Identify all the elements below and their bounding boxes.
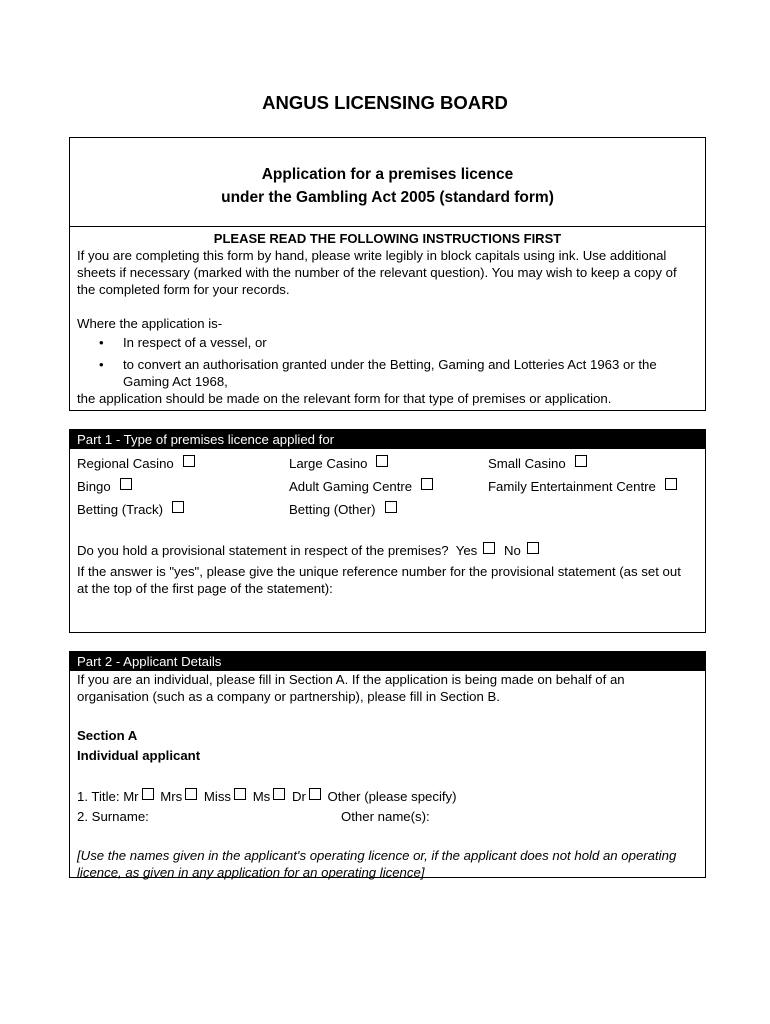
form-subtitle (70, 138, 705, 227)
family-entertainment-centre-checkbox[interactable] (665, 478, 677, 490)
option-family-entertainment-centre (488, 478, 677, 495)
option-small-casino (488, 455, 587, 472)
yes-label: Yes (455, 543, 478, 558)
regional-casino-checkbox[interactable] (183, 455, 195, 467)
small-casino-checkbox[interactable] (575, 455, 587, 467)
part1-section (69, 429, 706, 633)
option-label: Bingo (77, 479, 111, 494)
title-miss-checkbox[interactable] (234, 788, 246, 800)
part2-section (69, 651, 706, 878)
adult-gaming-centre-checkbox[interactable] (421, 478, 433, 490)
option-label: Family Entertainment Centre (488, 479, 656, 494)
title-row (77, 788, 457, 805)
large-casino-checkbox[interactable] (376, 455, 388, 467)
no-checkbox[interactable] (527, 542, 539, 554)
subtitle-line-1: Application for a premises licence (261, 166, 514, 183)
surname-label: 2. Surname: (77, 809, 149, 824)
provisional-question: Do you hold a provisional statement in respect of the premises? (77, 543, 449, 558)
option-large-casino (289, 455, 388, 472)
betting-track-checkbox[interactable] (172, 501, 184, 513)
title-mrs-checkbox[interactable] (185, 788, 197, 800)
title-miss-label: Miss (203, 789, 232, 804)
option-label: Regional Casino (77, 456, 174, 471)
title-other-label: Other (please specify) (327, 789, 457, 804)
yes-checkbox[interactable] (483, 542, 495, 554)
application-intro: Where the application is- (77, 316, 223, 331)
title-mr-label: Mr (123, 789, 139, 804)
option-label: Betting (Track) (77, 502, 163, 517)
title-ms-label: Ms (252, 789, 271, 804)
option-betting-track (77, 501, 184, 518)
option-label: Betting (Other) (289, 502, 376, 517)
title-ms-checkbox[interactable] (273, 788, 285, 800)
title-dr-checkbox[interactable] (309, 788, 321, 800)
title-mrs-label: Mrs (160, 789, 183, 804)
bullet-item: • In respect of a vessel, or (123, 334, 705, 351)
instructions-box (69, 137, 706, 411)
part2-intro: If you are an individual, please fill in Section A. If the application is being made on behalf of an organisation (such as a company or partnership), please fill in Section B. (77, 672, 625, 704)
document-title: ANGUS LICENSING BOARD (262, 92, 508, 113)
option-label: Adult Gaming Centre (289, 479, 413, 494)
option-bingo (77, 478, 132, 495)
title-dr-label: Dr (291, 789, 306, 804)
instructions-paragraph: If you are completing this form by hand, please write legibly in block capitals using ink. Use additional sheets if necessary (marked with the number of the relevant question). You may wish to keep a copy of the completed form for your records. (77, 248, 677, 297)
option-adult-gaming-centre (289, 478, 433, 495)
betting-other-checkbox[interactable] (385, 501, 397, 513)
title-label: 1. Title: (77, 789, 120, 804)
section-a-heading: Section A (77, 728, 138, 743)
bullet-item: • to convert an authorisation granted under the Betting, Gaming and Lotteries Act 1963 or the Gaming Act 1968, (123, 356, 705, 390)
bingo-checkbox[interactable] (120, 478, 132, 490)
option-label: Small Casino (488, 456, 566, 471)
option-betting-other (289, 501, 397, 518)
reference-instructions: If the answer is "yes", please give the unique reference number for the provisional statement (as set out at the top of the first page of the statement): (77, 564, 681, 596)
part1-header: Part 1 - Type of premises licence applied for (70, 430, 705, 449)
instructions-heading: PLEASE READ THE FOLLOWING INSTRUCTIONS FIRST (213, 231, 562, 246)
application-note: the application should be made on the relevant form for that type of premises or application. (77, 391, 612, 406)
option-regional-casino (77, 455, 195, 472)
bullet-list (70, 334, 705, 390)
part2-header: Part 2 - Applicant Details (70, 652, 705, 671)
option-label: Large Casino (289, 456, 368, 471)
other-names-label: Other name(s): (341, 809, 430, 824)
names-note: [Use the names given in the applicant's operating licence or, if the applicant does not hold an operating licence, as given in any application for an operating licence] (77, 848, 677, 880)
provisional-statement-row (77, 542, 544, 559)
no-label: No (503, 543, 521, 558)
individual-applicant-heading: Individual applicant (77, 748, 201, 763)
title-mr-checkbox[interactable] (142, 788, 154, 800)
subtitle-line-2: under the Gambling Act 2005 (standard form) (221, 189, 554, 206)
